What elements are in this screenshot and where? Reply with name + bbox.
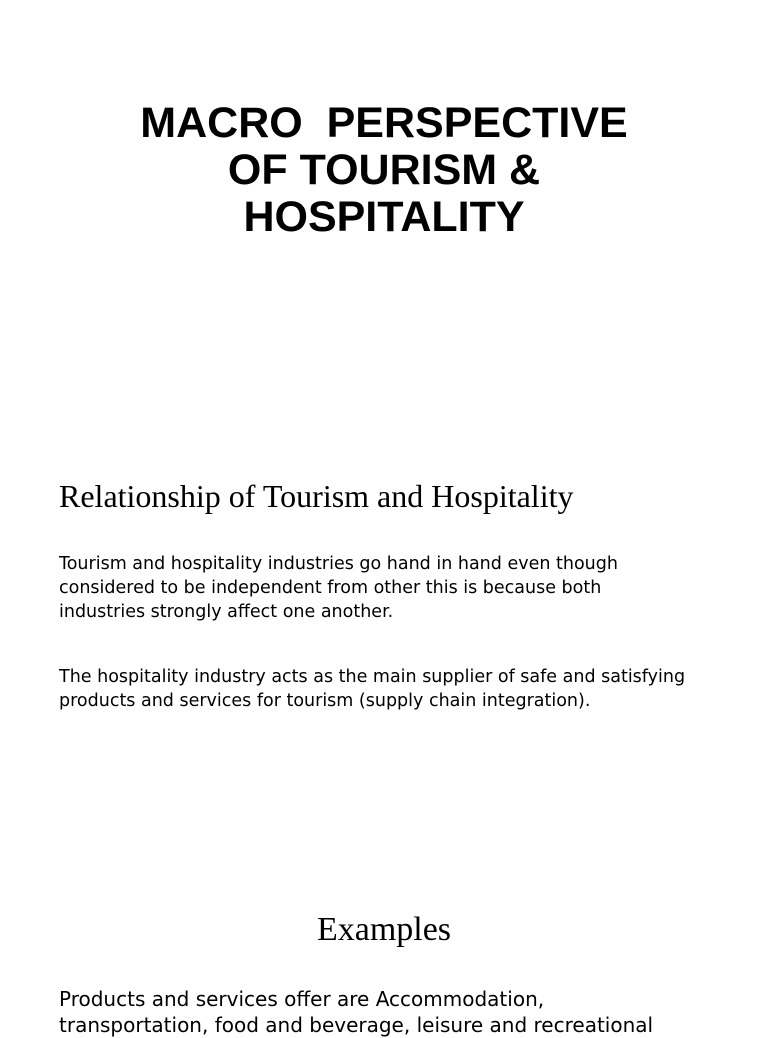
slide-examples: [0, 860, 768, 1037]
paragraph-line: considered to be independent from other this is because both: [59, 578, 602, 598]
paragraph-line: industries strongly affect one another.: [59, 602, 394, 622]
relationship-paragraph-1: [59, 552, 739, 624]
slide-title: [0, 0, 768, 440]
paragraph-line: Tourism and hospitality industries go hand in hand even though: [59, 554, 618, 574]
paragraph-line: transportation, food and beverage, leisure and recreational: [59, 1013, 654, 1037]
examples-paragraph: [59, 986, 759, 1038]
slide-relationship: [0, 440, 768, 860]
main-title-line: OF TOURISM &: [227, 146, 541, 194]
main-title-line: HOSPITALITY: [243, 193, 525, 241]
examples-heading: Examples: [316, 911, 452, 948]
paragraph-line: Products and services offer are Accommodation,: [59, 987, 545, 1011]
main-title-line: MACRO PERSPECTIVE: [140, 99, 628, 147]
paragraph-line: products and services for tourism (supply chain integration).: [59, 691, 591, 711]
relationship-paragraph-2: [59, 665, 739, 713]
paragraph-line: The hospitality industry acts as the main supplier of safe and satisfying: [59, 667, 686, 687]
main-title: [0, 100, 768, 241]
relationship-heading: Relationship of Tourism and Hospitality: [59, 478, 574, 514]
